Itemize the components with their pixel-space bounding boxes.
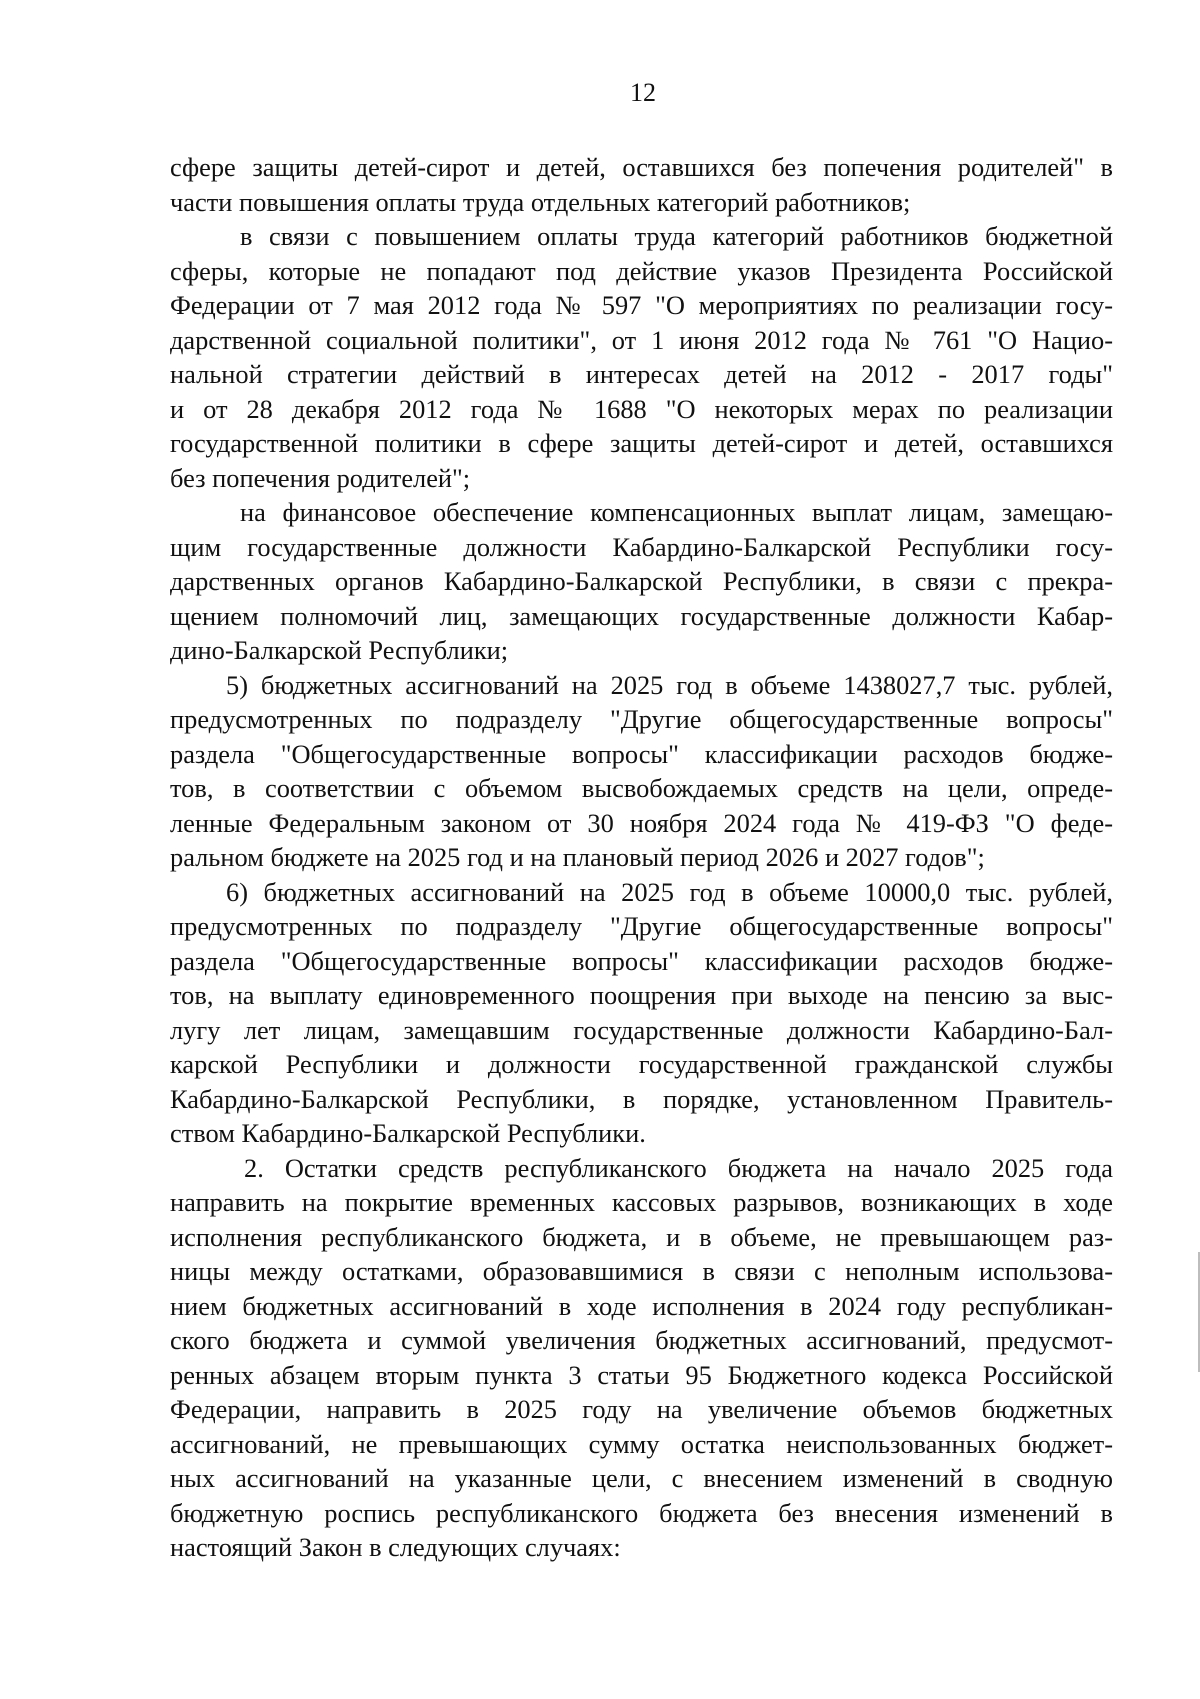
text-line: без попечения родителей"; bbox=[170, 462, 471, 493]
text-line: ренных абзацем вторым пункта 3 статьи 95 Бюджетного кодекса Российской bbox=[170, 1359, 1113, 1390]
text-line: ством Кабардино-Балкарской Республики. bbox=[170, 1118, 646, 1148]
text-line: Кабардино-Балкарской Республики, в порядке, установленном Правитель- bbox=[170, 1083, 1113, 1114]
text-line: нием бюджетных ассигнований в ходе исполнения в 2024 году республикан- bbox=[170, 1290, 1113, 1321]
text-line: ского бюджета и суммой увеличения бюджетных ассигнований, предусмот- bbox=[170, 1325, 1113, 1355]
text-line: 6) бюджетных ассигнований на 2025 год в объеме 10000,0 тыс. рублей, bbox=[226, 876, 1113, 907]
text-line: ницы между остатками, образовавшимися в связи с неполным использова- bbox=[170, 1256, 1113, 1286]
text-line: государственной политики в сфере защиты детей-сирот и детей, оставшихся bbox=[170, 428, 1113, 458]
text-line: ных ассигнований на указанные цели, с внесением изменений в сводную bbox=[170, 1463, 1113, 1493]
body-text bbox=[170, 150, 1113, 1565]
text-line: сфере защиты детей-сирот и детей, оставшихся без попечения родителей" в bbox=[170, 152, 1113, 182]
text-line: в связи с повышением оплаты труда категорий работников бюджетной bbox=[240, 221, 1113, 251]
text-line: дарственной социальной политики", от 1 июня 2012 года № 761 "О Нацио- bbox=[170, 324, 1113, 355]
text-line: раздела "Общегосударственные вопросы" классификации расходов бюдже- bbox=[170, 945, 1113, 976]
text-line: лугу лет лицам, замещавшим государственные должности Кабардино-Бал- bbox=[170, 1014, 1113, 1045]
text-line: предусмотренных по подразделу "Другие общегосударственные вопросы" bbox=[170, 911, 1113, 941]
text-line: ральном бюджете на 2025 год и на плановый период 2026 и 2027 годов"; bbox=[170, 842, 985, 872]
text-line: щим государственные должности Кабардино-Балкарской Республики госу- bbox=[170, 531, 1113, 562]
text-line: исполнения республиканского бюджета, и в объеме, не превышающем раз- bbox=[170, 1221, 1113, 1252]
text-line: 5) бюджетных ассигнований на 2025 год в объеме 1438027,7 тыс. рублей, bbox=[226, 669, 1113, 700]
text-line: дарственных органов Кабардино-Балкарской Республики, в связи с прекра- bbox=[170, 566, 1113, 596]
text-line: дино-Балкарской Республики; bbox=[170, 635, 509, 665]
text-line: ленные Федеральным законом от 30 ноября 2024 года № 419-ФЗ "О феде- bbox=[170, 807, 1113, 838]
page-number: 12 bbox=[630, 78, 656, 107]
text-line: карской Республики и должности государственной гражданской службы bbox=[170, 1049, 1113, 1079]
text-line: 2. Остатки средств республиканского бюджета на начало 2025 года bbox=[244, 1152, 1113, 1183]
text-line: бюджетную роспись республиканского бюджета без внесения изменений в bbox=[170, 1497, 1113, 1528]
text-line: на финансовое обеспечение компенсационных выплат лицам, замещаю- bbox=[240, 497, 1113, 527]
text-line: тов, в соответствии с объемом высвобождаемых средств на цели, опреде- bbox=[170, 773, 1113, 803]
text-line: Федерации от 7 мая 2012 года № 597 "О мероприятиях по реализации госу- bbox=[170, 290, 1113, 320]
text-line: нальной стратегии действий в интересах детей на 2012 - 2017 годы" bbox=[170, 359, 1113, 389]
text-line: раздела "Общегосударственные вопросы" классификации расходов бюдже- bbox=[170, 738, 1113, 769]
text-line: Федерации, направить в 2025 году на увеличение объемов бюджетных bbox=[170, 1394, 1113, 1424]
text-line: и от 28 декабря 2012 года № 1688 "О некоторых мерах по реализации bbox=[170, 393, 1113, 424]
text-line: щением полномочий лиц, замещающих государственные должности Кабар- bbox=[170, 600, 1113, 631]
text-line: ассигнований, не превышающих сумму остатка неиспользованных бюджет- bbox=[170, 1428, 1113, 1459]
text-line: настоящий Закон в следующих случаях: bbox=[170, 1532, 621, 1562]
text-line: части повышения оплаты труда отдельных категорий работников; bbox=[170, 186, 911, 217]
text-line: сферы, которые не попадают под действие указов Президента Российской bbox=[170, 255, 1113, 286]
text-line: предусмотренных по подразделу "Другие общегосударственные вопросы" bbox=[170, 704, 1113, 734]
text-line: тов, на выплату единовременного поощрения при выходе на пенсию за выс- bbox=[170, 980, 1113, 1010]
text-line: направить на покрытие временных кассовых разрывов, возникающих в ходе bbox=[170, 1187, 1113, 1217]
